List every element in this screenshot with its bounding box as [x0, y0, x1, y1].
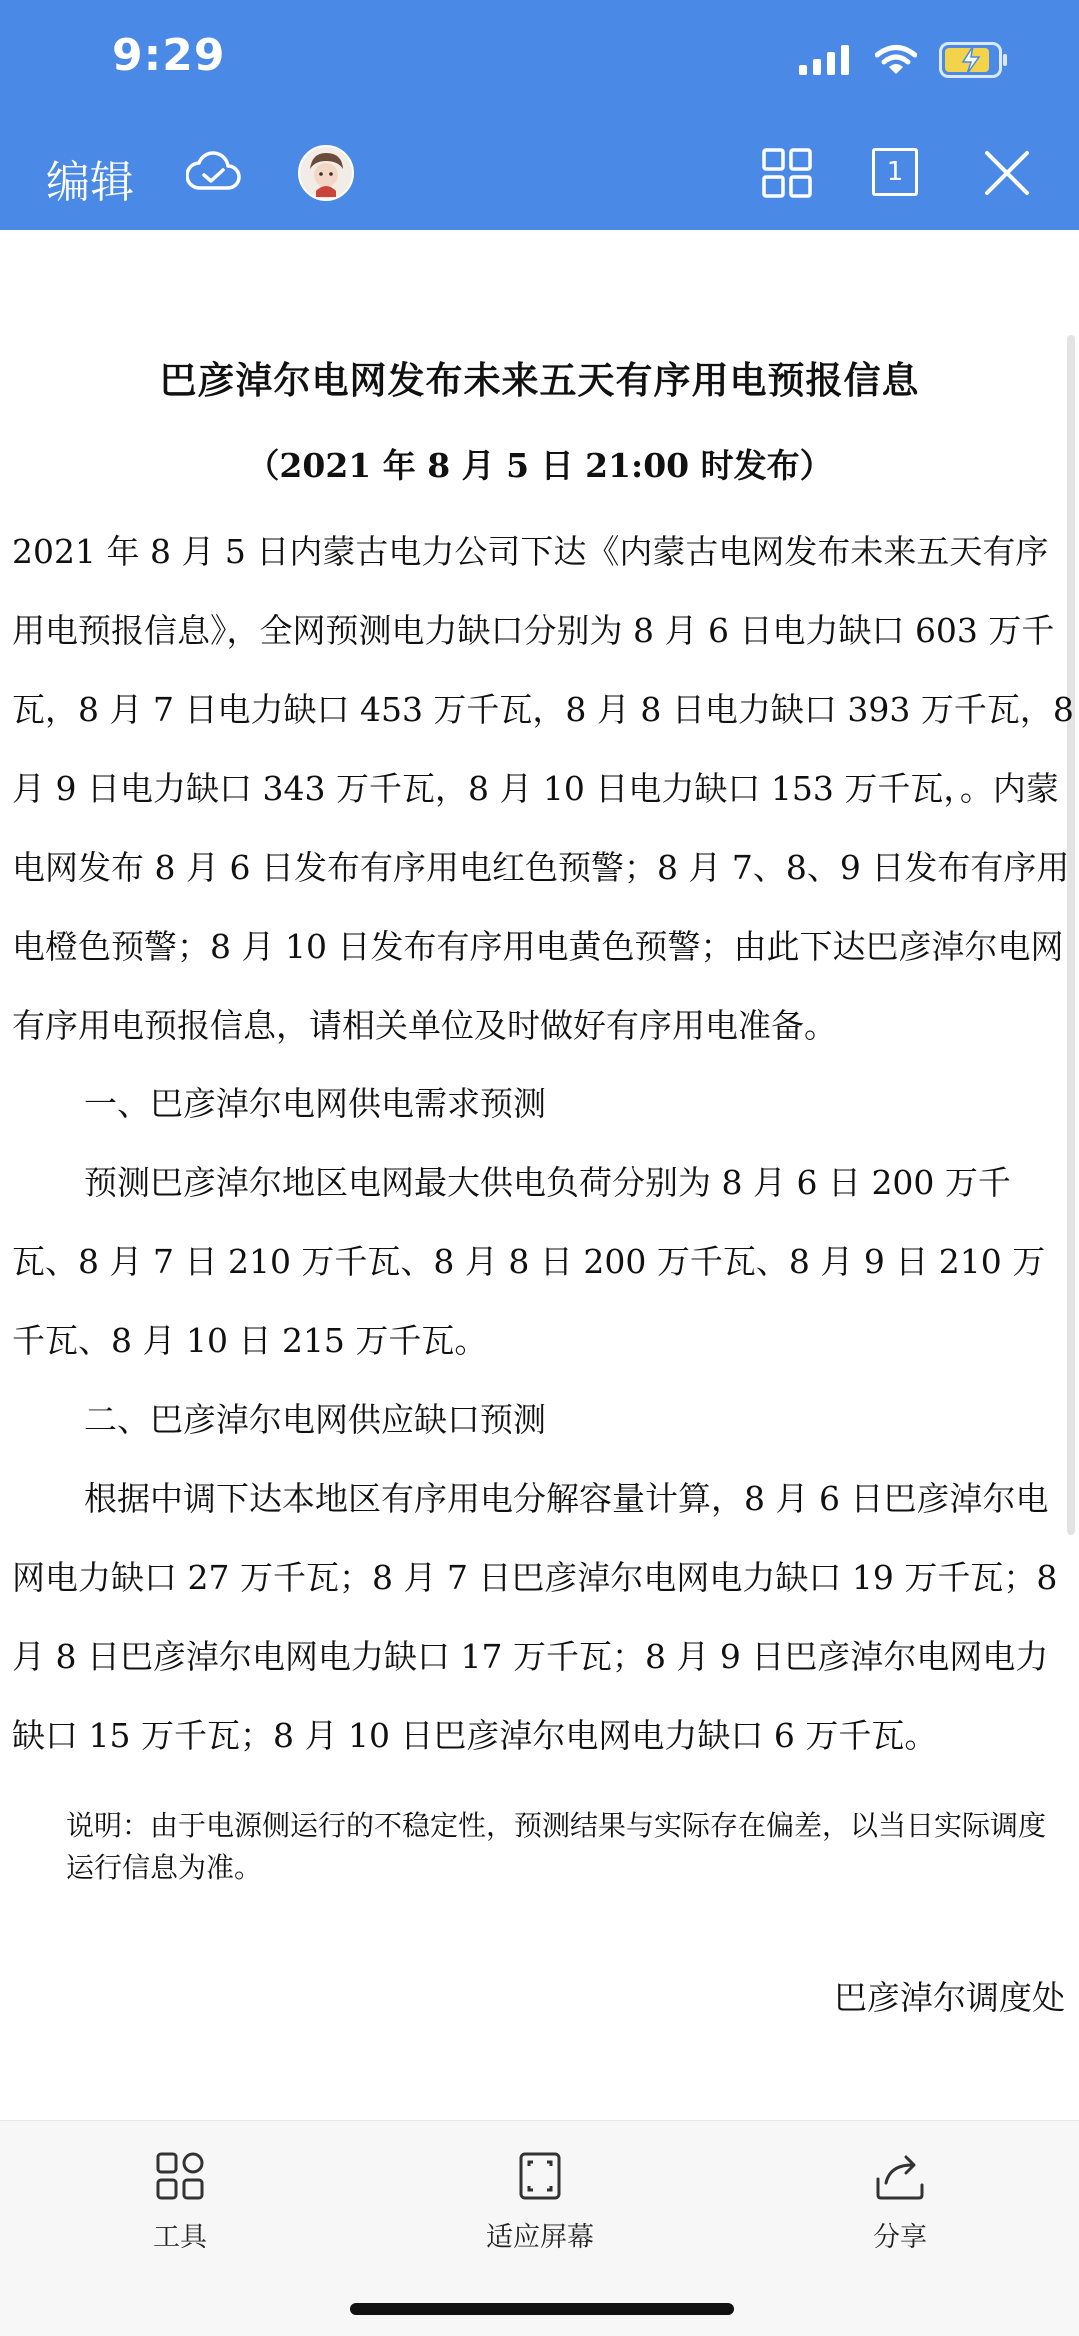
signal-icon — [799, 45, 853, 75]
document-page — [0, 230, 1079, 2120]
section-heading-1: 一、巴彦淖尔电网供电需求预测 — [84, 1084, 546, 1123]
document-subtitle: （2021 年 8 月 5 日 21:00 时发布） — [246, 446, 833, 485]
tools-label: 工具 — [153, 2222, 207, 2253]
paragraph-intro: 2021 年 8 月 5 日内蒙古电力公司下达《内蒙古电网发布未来五天有序用电预报信息》，全网预测电力缺口分别为 8 月 6 日电力缺口 603 万千瓦，8 月 7 日电力缺口 453 万千瓦，8 月 8 日电力缺口 393 万千瓦，8 月 9 日电力缺口 343 万千瓦，8 月 10 日电力缺口 153 万千瓦，。内蒙电网发布 8 月 6 日发布有序用电红色预警；8 月 7、8、9 日发布有序用电橙色预警；8 月 10 日发布有序用电黄色预警；由此下达巴彦淖尔电网有序用电预报信息，请相关单位及时做好有序用电准备。 — [12, 532, 1074, 1045]
status-icons — [799, 40, 1009, 80]
fit-screen-label: 适应屏幕 — [486, 2222, 594, 2253]
edit-button[interactable]: 编辑 — [46, 157, 134, 208]
signature: 巴彦淖尔调度处 — [834, 1978, 1065, 2017]
tools-button[interactable] — [80, 2151, 280, 2254]
status-time: 9:29 — [112, 30, 226, 81]
document-title: 巴彦淖尔电网发布未来五天有序用电预报信息 — [159, 359, 920, 402]
avatar[interactable] — [298, 145, 354, 201]
section-heading-2: 二、巴彦淖尔电网供应缺口预测 — [84, 1400, 546, 1439]
top-bar — [0, 0, 1079, 230]
battery-icon — [939, 42, 1009, 78]
cloud-check-icon[interactable] — [186, 148, 242, 192]
tools-icon — [155, 2151, 205, 2201]
page-number: 1 — [886, 157, 904, 187]
grid-icon[interactable] — [762, 148, 812, 198]
paragraph-shortage: 根据中调下达本地区有序用电分解容量计算，8 月 6 日巴彦淖尔电网电力缺口 27 万千瓦；8 月 7 日巴彦淖尔电网电力缺口 19 万千瓦；8 月 8 日巴彦淖尔电网电力缺口 17 万千瓦；8 月 9 日巴彦淖尔电网电力缺口 15 万千瓦；8 月 10 日巴彦淖尔电网电力缺口 6 万千瓦。 — [12, 1479, 1058, 1755]
page-indicator-button[interactable] — [872, 148, 918, 196]
home-indicator[interactable] — [350, 2303, 734, 2315]
fit-screen-button[interactable] — [440, 2151, 640, 2254]
share-label: 分享 — [873, 2222, 927, 2253]
wifi-icon — [875, 44, 917, 76]
share-icon — [874, 2151, 926, 2201]
paragraph-demand: 预测巴彦淖尔地区电网最大供电负荷分别为 8 月 6 日 200 万千瓦、8 月 7 日 210 万千瓦、8 月 8 日 200 万千瓦、8 月 9 日 210 万千瓦、8 月 10 日 215 万千瓦。 — [12, 1163, 1046, 1360]
fit-screen-icon — [518, 2151, 562, 2201]
close-icon[interactable] — [984, 150, 1030, 196]
note-text: 说明：由于电源侧运行的不稳定性，预测结果与实际存在偏差，以当日实际调度运行信息为准。 — [66, 1809, 1047, 1884]
share-button[interactable] — [800, 2151, 1000, 2254]
